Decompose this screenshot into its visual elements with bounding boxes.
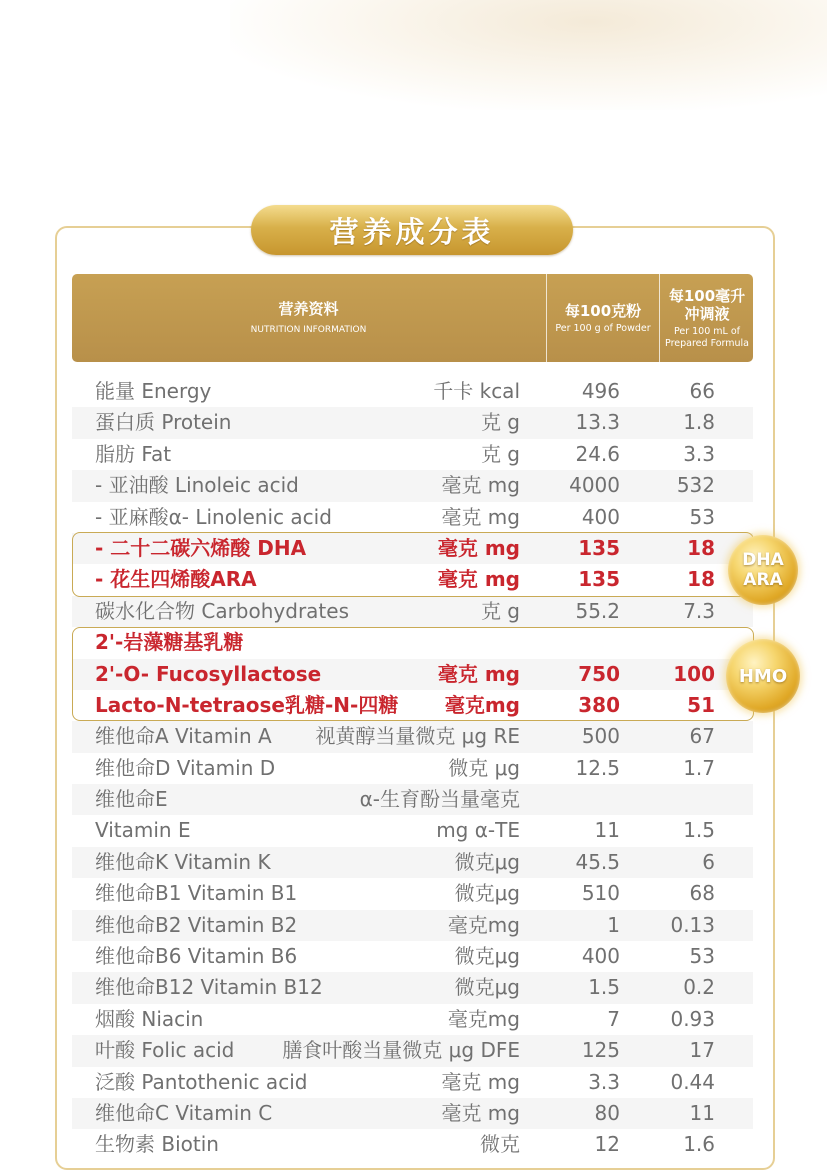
- unit: α-生育酚当量毫克: [359, 787, 520, 812]
- table-row: [72, 1098, 753, 1129]
- header-name-en: NUTRITION INFORMATION: [250, 325, 367, 335]
- unit: 毫克 mg: [441, 1069, 520, 1094]
- nutrient-name: - 亚油酸 Linoleic acid: [95, 473, 299, 498]
- per-100g-value: 750: [578, 661, 620, 686]
- nutrient-name: 维他命K Vitamin K: [95, 849, 271, 874]
- per-100ml-value: 1.6: [683, 1132, 715, 1157]
- unit: 毫克mg: [447, 1006, 520, 1031]
- table-row: [72, 1129, 753, 1160]
- unit: 微克: [480, 1132, 520, 1157]
- per-100g-value: 45.5: [575, 849, 620, 874]
- per-100g-value: 80: [594, 1100, 620, 1125]
- per-100ml-value: 67: [689, 724, 715, 749]
- per-100ml-value: 0.13: [670, 912, 715, 937]
- per-100ml-value: 1.7: [683, 755, 715, 780]
- nutrient-name: 维他命B1 Vitamin B1: [95, 881, 298, 906]
- per-100ml-value: 11: [689, 1100, 715, 1125]
- per-100g-value: 496: [581, 379, 620, 403]
- nutrient-name: 烟酸 Niacin: [95, 1006, 204, 1031]
- header-per-100ml-formula: [659, 274, 754, 362]
- table-row: [72, 439, 753, 470]
- hmo-badge-label: HMO: [738, 665, 788, 687]
- unit: 毫克mg: [447, 912, 520, 937]
- per-100ml-value: 7.3: [683, 598, 715, 623]
- per-100g-value: 4000: [569, 473, 620, 498]
- nutrient-name: - 花生四烯酸ARA: [95, 567, 257, 592]
- nutrient-name: 泛酸 Pantothenic acid: [95, 1069, 308, 1094]
- unit: 克 g: [480, 410, 520, 435]
- table-row: [72, 972, 753, 1003]
- unit: 微克μg: [454, 944, 520, 969]
- page-title: 营养成分表: [329, 214, 495, 249]
- unit: 毫克 mg: [441, 504, 520, 529]
- nutrient-name: 碳水化合物 Carbohydrates: [95, 598, 349, 623]
- per-100ml-value: 3.3: [683, 441, 715, 466]
- per-100ml-value: 18: [687, 567, 715, 592]
- table-row: [72, 721, 753, 752]
- ara-badge-label: ARA: [743, 570, 783, 590]
- nutrient-name: 维他命B6 Vitamin B6: [95, 944, 298, 969]
- header-powder-en: Per 100 g of Powder: [555, 322, 651, 334]
- unit: 毫克 mg: [441, 1100, 520, 1125]
- top-decorative-glow: [230, 0, 827, 110]
- nutrient-name: 维他命E: [95, 787, 168, 812]
- hmo-badge: [726, 639, 800, 713]
- header-liquid-cn-line1: 每100毫升: [668, 286, 746, 305]
- unit: 微克 μg: [448, 755, 520, 780]
- nutrient-name: - 亚麻酸α- Linolenic acid: [95, 504, 332, 529]
- table-row: [72, 784, 753, 815]
- per-100ml-value: 68: [689, 881, 715, 906]
- per-100g-value: 24.6: [575, 441, 620, 466]
- table-row: [72, 753, 753, 784]
- header-nutrition-info: [72, 274, 545, 362]
- per-100g-value: 55.2: [575, 598, 620, 623]
- nutrient-name: 维他命C Vitamin C: [95, 1100, 273, 1125]
- nutrient-name: 维他命A Vitamin A: [95, 724, 272, 749]
- nutrient-name: 维他命B2 Vitamin B2: [95, 912, 298, 937]
- nutrient-name: 蛋白质 Protein: [95, 410, 232, 435]
- table-row: [72, 596, 753, 627]
- per-100g-value: 3.3: [588, 1069, 620, 1094]
- table-row: [72, 878, 753, 909]
- nutrient-name: 维他命D Vitamin D: [95, 755, 276, 780]
- header-powder-cn: 每100克粉: [564, 301, 642, 320]
- per-100ml-value: 51: [687, 692, 715, 717]
- unit: mg α-TE: [436, 818, 520, 843]
- per-100ml-value: 53: [689, 944, 715, 969]
- per-100g-value: 1: [607, 912, 620, 937]
- unit: 毫克 mg: [437, 535, 520, 560]
- per-100g-value: 12.5: [575, 755, 620, 780]
- per-100ml-value: 0.44: [670, 1069, 715, 1094]
- header-liquid-cn-line2: 冲调液: [684, 304, 730, 323]
- nutrient-name: 维他命B12 Vitamin B12: [95, 975, 323, 1000]
- unit: 克 g: [480, 598, 520, 623]
- table-row: [72, 815, 753, 846]
- table-row: [72, 1035, 753, 1066]
- nutrient-name: 叶酸 Folic acid: [95, 1038, 235, 1063]
- table-row: [72, 847, 753, 878]
- per-100g-value: 7: [607, 1006, 620, 1031]
- nutrient-name: Lacto-N-tetraose乳糖-N-四糖: [95, 692, 399, 717]
- nutrient-name: 2'-岩藻糖基乳糖: [95, 630, 244, 655]
- per-100g-value: 135: [578, 567, 620, 592]
- nutrient-name: 能量 Energy: [95, 379, 212, 403]
- nutrition-table-body: [72, 376, 753, 1161]
- per-100ml-value: 100: [673, 661, 715, 686]
- per-100g-value: 1.5: [588, 975, 620, 1000]
- unit: 视黄醇当量微克 μg RE: [315, 724, 520, 749]
- nutrient-name: 生物素 Biotin: [95, 1132, 219, 1157]
- hmo-highlight-box: [72, 627, 754, 721]
- table-row: [72, 502, 753, 533]
- per-100g-value: 135: [578, 535, 620, 560]
- table-header: [72, 274, 753, 362]
- per-100g-value: 125: [581, 1038, 620, 1063]
- per-100g-value: 11: [594, 818, 620, 843]
- per-100ml-value: 532: [676, 473, 715, 498]
- unit: 毫克 mg: [441, 473, 520, 498]
- dha-badge-label: DHA: [742, 550, 784, 570]
- unit: 微克μg: [454, 881, 520, 906]
- nutrient-name: Vitamin E: [95, 818, 191, 843]
- unit: 毫克 mg: [437, 661, 520, 686]
- nutrient-name: 2'-O- Fucosyllactose: [95, 661, 322, 686]
- per-100ml-value: 53: [689, 504, 715, 529]
- per-100ml-value: 18: [687, 535, 715, 560]
- header-name-cn: 营养资料: [278, 300, 339, 318]
- unit: 毫克mg: [444, 692, 520, 717]
- dha-ara-highlight-box: [72, 532, 754, 597]
- table-row: [72, 376, 753, 407]
- table-row: [72, 941, 753, 972]
- table-row: [72, 1067, 753, 1098]
- per-100g-value: 510: [581, 881, 620, 906]
- per-100g-value: 400: [581, 504, 620, 529]
- per-100g-value: 500: [581, 724, 620, 749]
- dha-ara-badge: [728, 535, 798, 605]
- per-100g-value: 12: [594, 1132, 620, 1157]
- unit: 微克μg: [454, 849, 520, 874]
- table-row: [72, 470, 753, 501]
- table-row: [72, 910, 753, 941]
- title-banner: [251, 205, 573, 255]
- unit: 千卡 kcal: [433, 379, 520, 403]
- table-row: [72, 407, 753, 438]
- unit: 微克μg: [454, 975, 520, 1000]
- unit: 毫克 mg: [437, 567, 520, 592]
- per-100ml-value: 1.5: [683, 818, 715, 843]
- table-row: [72, 1004, 753, 1035]
- nutrient-name: 脂肪 Fat: [95, 441, 172, 466]
- header-liquid-en-line1: Per 100 mL of: [673, 325, 741, 337]
- unit: 膳食叶酸当量微克 μg DFE: [282, 1038, 520, 1063]
- per-100ml-value: 6: [702, 849, 715, 874]
- per-100g-value: 13.3: [575, 410, 620, 435]
- per-100ml-value: 17: [689, 1038, 715, 1063]
- per-100ml-value: 1.8: [683, 410, 715, 435]
- nutrient-name: - 二十二碳六烯酸 DHA: [95, 535, 307, 560]
- header-per-100g-powder: [546, 274, 659, 362]
- header-liquid-en-line2: Prepared Formula: [665, 337, 749, 349]
- per-100g-value: 380: [578, 692, 620, 717]
- per-100ml-value: 0.2: [683, 975, 715, 1000]
- per-100ml-value: 66: [689, 379, 715, 403]
- per-100g-value: 400: [581, 944, 620, 969]
- per-100ml-value: 0.93: [670, 1006, 715, 1031]
- unit: 克 g: [480, 441, 520, 466]
